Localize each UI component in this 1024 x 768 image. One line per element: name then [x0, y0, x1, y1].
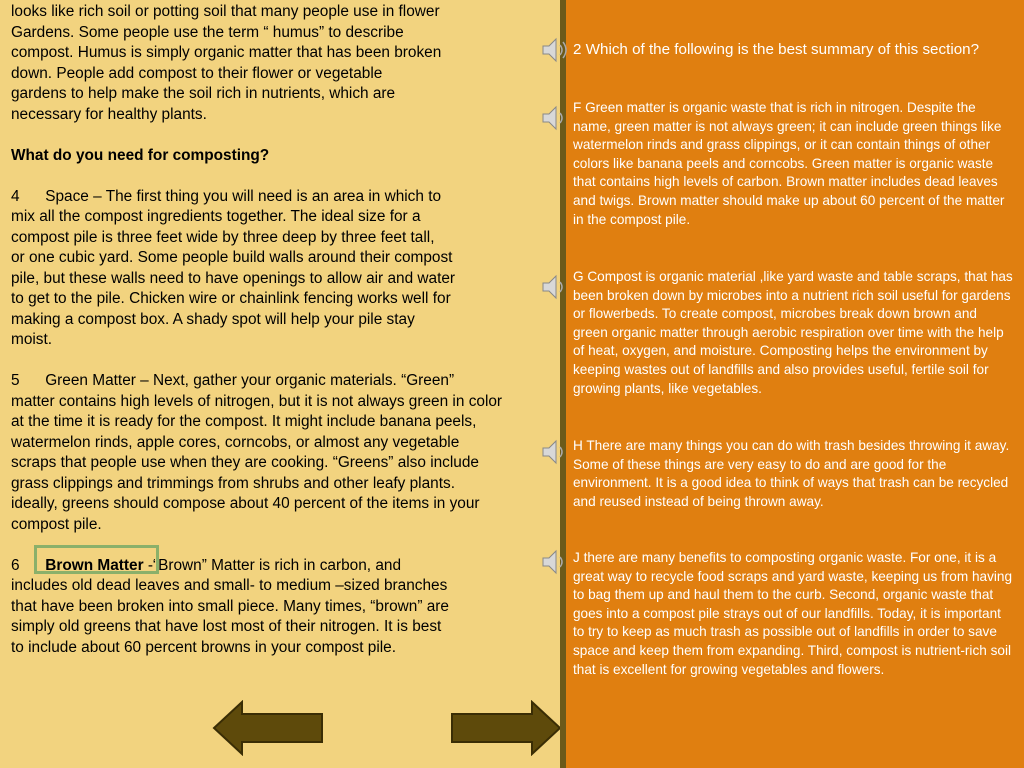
speaker-icon[interactable] — [540, 272, 570, 302]
passage-line: compost pile. — [11, 515, 102, 533]
term-highlight-box — [34, 545, 159, 574]
passage-line: necessary for healthy plants. — [11, 105, 207, 123]
speaker-icon[interactable] — [540, 437, 570, 467]
answer-option-f[interactable]: F Green matter is organic waste that is rich in nitrogen. Despite the name, green matter is not always green; it can include green things like watermelon rinds and grass clippings, or it can contain things of other colors like banana peels and corncobs. Green matter is organic waste that contains high levels of carbon. Brown matter includes dead leaves and twigs. Brown matter should make up about 60 percent of the matter in the compost pile. — [573, 100, 1005, 227]
speaker-icon[interactable] — [540, 35, 570, 65]
left-arrow-icon — [212, 700, 324, 756]
passage-line: ideally, greens should compose about 40 percent of the items in your — [11, 495, 480, 512]
passage-line: making a compost box. A shady spot will help your pile stay — [11, 310, 415, 328]
answer-option-j[interactable]: J there are many benefits to composting organic waste. For one, it is a great way to recycle food scraps and yard waste, keeping us from having to bag them up and haul them to the curb. Second, organic waste that goes into a compost pile strays out of our landfills. Today, it is important to try to keep as much trash as possible out of landfills in order to save space and keep them from expanding. Third, compost is nutrient-rich soil that is excellent for growing vegetables and flowers. — [573, 550, 1013, 677]
question-text: 2 Which of the following is the best summary of this section? — [573, 41, 980, 58]
passage-line: watermelon rinds, apple cores, corncobs, or almost any vegetable — [11, 433, 460, 451]
passage-line: Gardens. Some people use the term “ humus” to describe — [11, 23, 404, 41]
passage-line: looks like rich soil or potting soil that many people use in flower — [11, 3, 440, 20]
right-arrow-icon — [450, 700, 562, 756]
passage-line: mix all the compost ingredients together. The ideal size for a — [11, 208, 421, 225]
highlighted-term: Brown Matter — [45, 556, 144, 574]
paragraph-number: 6 — [11, 556, 20, 574]
passage-line: to include about 60 percent browns in your compost pile. — [11, 638, 396, 656]
question-panel — [566, 0, 1024, 768]
speaker-icon[interactable] — [540, 547, 570, 577]
passage-line: 4 Space – The first thing you will need is an area in which to — [11, 187, 442, 205]
section-heading: What do you need for composting? — [11, 146, 270, 164]
passage-line: down. People add compost to their flower or vegetable — [11, 64, 383, 82]
passage-line: moist. — [11, 331, 53, 348]
back-button[interactable] — [212, 700, 324, 756]
passage-line: gardens to help make the soil rich in nutrients, which are — [11, 85, 396, 102]
answer-option-h[interactable]: H There are many things you can do with trash besides throwing it away. Some of these things are very easy to do and are good for the environment. It is a good idea to think of ways that trash can be recycled and reused instead of being thrown away. — [573, 438, 1010, 509]
passage-line: at the time it is ready for the compost. It might include banana peels, — [11, 413, 477, 430]
passage-line: to get to the pile. Chicken wire or chainlink fencing works well for — [11, 290, 451, 307]
passage-line: scraps that people use when they are cooking. “Greens” also include — [11, 454, 479, 471]
passage-line: compost pile is three feet wide by three deep by three feet tall, — [11, 228, 435, 246]
passage-line-rest: -“Brown” Matter is rich in carbon, and — [143, 556, 402, 574]
passage-line: pile, but these walls need to have openings to allow air and water — [11, 269, 456, 287]
passage-line: matter contains high levels of nitrogen, but it is not always green in color — [11, 392, 503, 410]
passage-line: grass clippings and trimmings from shrubs and other leafy plants. — [11, 474, 455, 492]
passage-line: or one cubic yard. Some people build walls around their compost — [11, 249, 453, 266]
passage-line: that have been broken into small piece. Many times, “brown” are — [11, 597, 449, 615]
passage-line: simply old greens that have lost most of their nitrogen. It is best — [11, 618, 442, 635]
passage-line: compost. Humus is simply organic matter that has been broken — [11, 44, 442, 61]
next-button[interactable] — [450, 700, 562, 756]
passage-line: 5 Green Matter – Next, gather your organic materials. “Green” — [11, 372, 455, 389]
passage-line: includes old dead leaves and small- to medium –sized branches — [11, 577, 448, 594]
speaker-icon[interactable] — [540, 103, 570, 133]
answer-option-g[interactable]: G Compost is organic material ,like yard waste and table scraps, that has been broken down by microbes into a nutrient rich soil useful for gardens or flowerbeds. To create compost, microbes break down brown and green organic matter through aerobic respiration over time with the help of heat, oxygen, and moisture. Composting helps the environment by keeping wastes out of landfills and also provides useful, fertile soil for growing plants, like vegetables. — [573, 269, 1013, 396]
